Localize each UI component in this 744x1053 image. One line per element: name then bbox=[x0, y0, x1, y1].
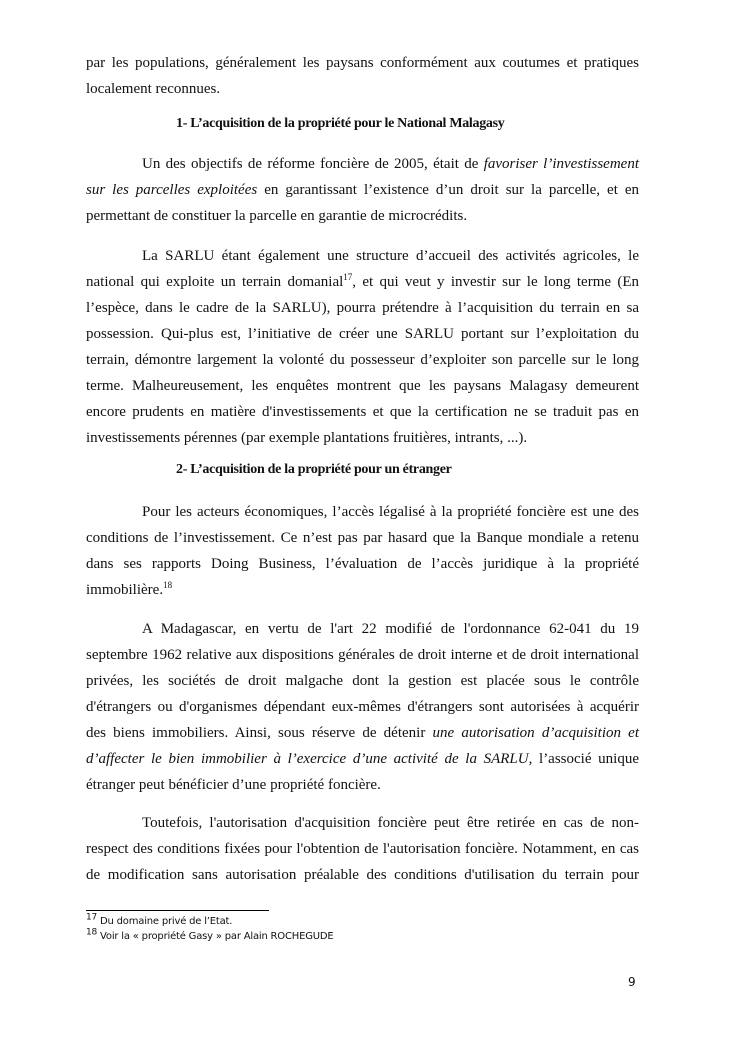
italic-text: favoriser l’investissement bbox=[483, 156, 639, 172]
text-segment: , et qui veut y investir sur le long terme (En bbox=[352, 274, 639, 290]
text-line bbox=[86, 746, 639, 772]
text-line bbox=[86, 151, 639, 177]
text-line bbox=[86, 399, 639, 425]
text-line bbox=[86, 642, 639, 668]
text-line bbox=[86, 321, 639, 347]
italic-text: une autorisation d’acquisition et bbox=[432, 725, 639, 741]
text-segment: des biens immobiliers. Ainsi, sous réserve de détenir bbox=[86, 725, 433, 741]
text-segment: permettant de constituer la parcelle en garantie de microcrédits. bbox=[86, 208, 468, 224]
text-segment: possession. Qui-plus est, l’initiative de créer une SARLU portant sur l’exploitation du bbox=[86, 326, 639, 342]
paragraph bbox=[86, 810, 639, 888]
text-line bbox=[86, 616, 639, 642]
text-segment: en garantissant l’existence d’un droit sur la parcelle, et en bbox=[257, 182, 640, 198]
footnote-text: Du domaine privé de l’Etat. bbox=[97, 916, 233, 927]
text-segment: l’espèce, dans le cadre de la SARLU), pourra prétendre à l’acquisition du terrain en sa bbox=[86, 300, 639, 316]
text-segment: de modification sans autorisation préalable des conditions d'utilisation du terrain pour bbox=[86, 867, 639, 883]
text-segment: immobilière. bbox=[86, 582, 164, 598]
text-line bbox=[86, 668, 639, 694]
text-segment: respect des conditions fixées pour l'obtention de l'autorisation foncière. Notamment, en cas bbox=[86, 841, 639, 857]
text-segment: localement reconnues. bbox=[86, 81, 221, 97]
text-line bbox=[86, 499, 639, 525]
text-line bbox=[86, 772, 639, 798]
paragraph bbox=[86, 243, 639, 451]
italic-text: d’affecter le bien immobilier à l’exercice d’une activité de la SARLU bbox=[86, 751, 529, 767]
text-segment: encore prudents en matière d'investissements et que la certification ne se traduit pas en bbox=[86, 404, 639, 420]
paragraph bbox=[86, 151, 639, 229]
text-segment: Toutefois, l'autorisation d'acquisition foncière peut être retirée en cas de non- bbox=[142, 815, 639, 831]
text-segment: , l’associé unique bbox=[528, 751, 639, 767]
footnote-text: Voir la « propriété Gasy » par Alain ROCHEGUDE bbox=[97, 931, 334, 942]
footnote bbox=[86, 912, 233, 927]
text-line bbox=[86, 76, 639, 102]
text-line bbox=[86, 525, 639, 551]
footnote-reference: 18 bbox=[163, 580, 173, 590]
text-line bbox=[86, 577, 639, 603]
text-line bbox=[86, 177, 639, 203]
text-segment: conditions de l’investissement. Ce n’est pas par hasard que la Banque mondiale a retenu bbox=[86, 530, 639, 546]
footnote-separator bbox=[86, 910, 269, 911]
text-line bbox=[86, 373, 639, 399]
text-segment: La SARLU étant également une structure d’accueil des activités agricoles, le bbox=[142, 248, 639, 264]
footnote bbox=[86, 927, 334, 942]
text-line bbox=[86, 347, 639, 373]
text-segment: terme. Malheureusement, les enquêtes montrent que les paysans Malagasy demeurent bbox=[86, 378, 639, 394]
italic-text: sur les parcelles exploitées bbox=[86, 182, 258, 198]
text-line bbox=[86, 862, 639, 888]
text-line bbox=[86, 295, 639, 321]
text-segment: dans ses rapports Doing Business, l’évaluation de l’accès juridique à la propriété bbox=[86, 556, 639, 572]
text-line bbox=[86, 269, 639, 295]
text-line bbox=[86, 551, 639, 577]
text-segment: privées, les sociétés de droit malgache dont la gestion est placée sous le contrôle bbox=[86, 673, 639, 689]
paragraph bbox=[86, 616, 639, 798]
text-line bbox=[86, 810, 639, 836]
text-line bbox=[86, 50, 639, 76]
text-segment: Pour les acteurs économiques, l’accès légalisé à la propriété foncière est une des bbox=[142, 504, 639, 520]
section-heading: 2- L’acquisition de la propriété pour un étranger bbox=[176, 462, 452, 477]
page-number: 9 bbox=[628, 975, 636, 989]
text-line bbox=[86, 243, 639, 269]
text-line bbox=[86, 425, 639, 451]
footnote-number: 17 bbox=[86, 912, 98, 923]
text-segment: septembre 1962 relative aux dispositions générales de droit interne et de droit international bbox=[86, 647, 639, 663]
text-segment: national qui exploite un terrain domanial bbox=[86, 274, 344, 290]
text-line bbox=[86, 203, 639, 229]
text-segment: d'étrangers ou d'organismes dépendant eux-mêmes d'étrangers sont autorisées à acquérir bbox=[86, 699, 639, 715]
text-line bbox=[86, 720, 639, 746]
paragraph bbox=[86, 499, 639, 603]
text-segment: étranger peut bénéficier d’une propriété foncière. bbox=[86, 777, 381, 793]
text-segment: investissements pérennes (par exemple plantations fruitières, intrants, ...). bbox=[86, 430, 528, 446]
paragraph bbox=[86, 50, 639, 102]
text-line bbox=[86, 694, 639, 720]
footnote-reference: 17 bbox=[343, 272, 353, 282]
section-heading: 1- L’acquisition de la propriété pour le National Malagasy bbox=[176, 116, 505, 131]
text-segment: Un des objectifs de réforme foncière de 2005, était de bbox=[142, 156, 484, 172]
footnote-number: 18 bbox=[86, 927, 98, 938]
text-line bbox=[86, 836, 639, 862]
text-segment: terrain, démontre largement la volonté du possesseur d’exploiter son parcelle sur le long bbox=[86, 352, 639, 368]
text-segment: A Madagascar, en vertu de l'art 22 modifié de l'ordonnance 62-041 du 19 bbox=[142, 621, 639, 637]
text-segment: par les populations, généralement les paysans conformément aux coutumes et pratiques bbox=[86, 55, 639, 71]
